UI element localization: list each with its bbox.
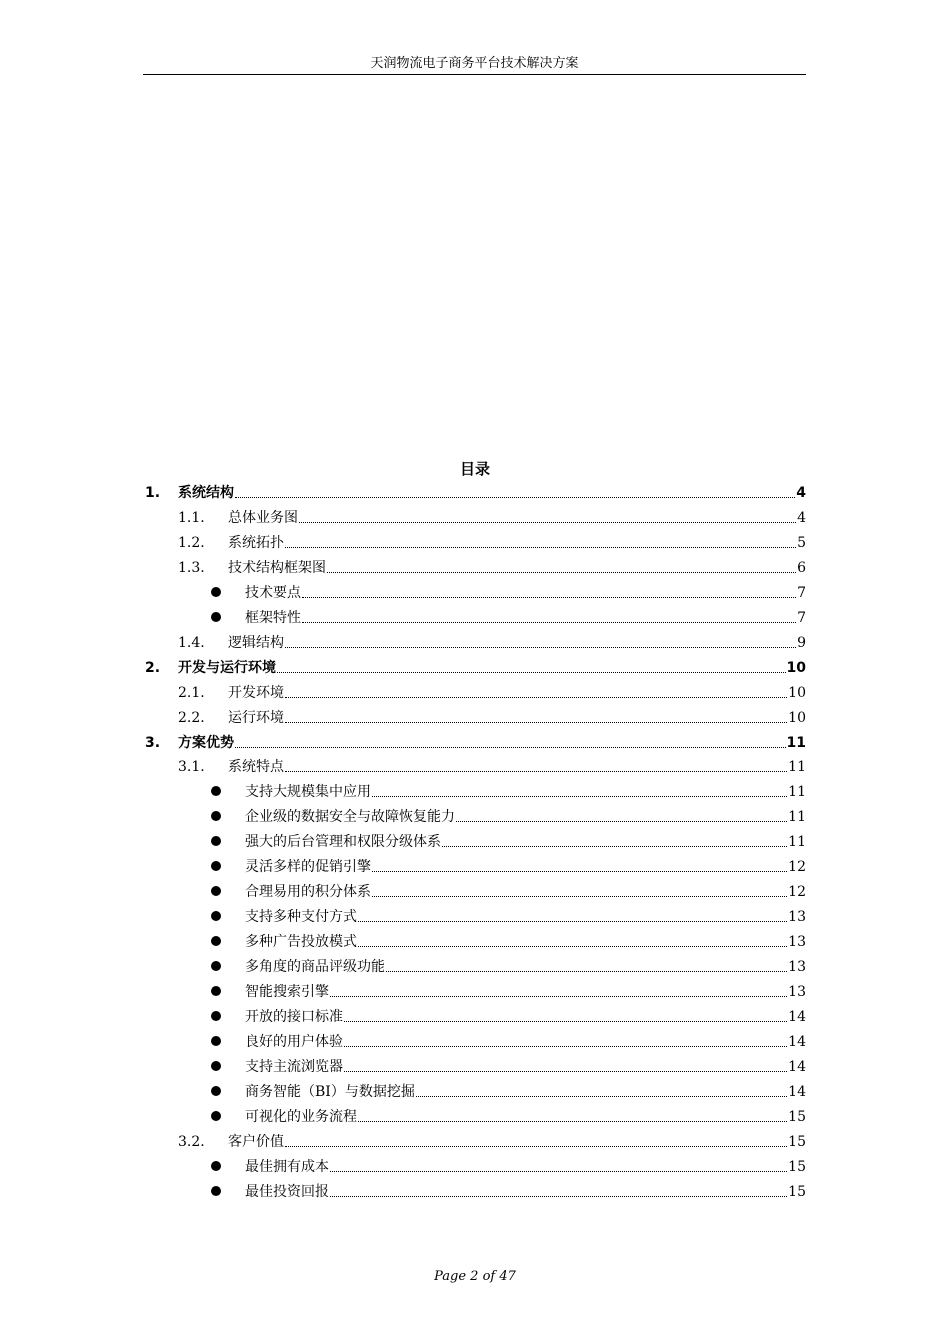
dot-leader bbox=[330, 996, 787, 997]
dot-leader bbox=[372, 796, 787, 797]
toc-entry[interactable] bbox=[0, 554, 950, 578]
toc-entry-title: 智能搜索引擎 bbox=[245, 984, 329, 1000]
toc-entry-title: 企业级的数据安全与故障恢复能力 bbox=[245, 809, 455, 826]
toc-entry-page: 12 bbox=[788, 884, 806, 901]
toc-entry-number: 1.1. bbox=[178, 509, 205, 526]
toc-entry-page: 14 bbox=[788, 1033, 806, 1050]
toc-entry-page: 11 bbox=[788, 784, 806, 801]
toc-entry-title: 技术要点 bbox=[245, 584, 301, 601]
dot-leader bbox=[358, 1121, 787, 1122]
toc-entry-title: 系统特点 bbox=[228, 759, 284, 776]
dot-leader bbox=[235, 497, 795, 498]
toc-entry-page: 6 bbox=[797, 559, 806, 576]
dot-leader bbox=[344, 1046, 787, 1047]
toc-entry-title: 开放的接口标准 bbox=[245, 1008, 343, 1025]
toc-entry-title: 方案优势 bbox=[178, 734, 234, 751]
toc-title: 目录 bbox=[459, 460, 490, 478]
bullet-icon bbox=[211, 587, 221, 597]
toc-entry-page: 14 bbox=[788, 1008, 806, 1025]
toc-entry-title: 最佳投资回报 bbox=[245, 1183, 329, 1200]
bullet-icon bbox=[211, 811, 221, 821]
toc-entry-number: 1. bbox=[145, 485, 161, 501]
bullet-icon bbox=[211, 1061, 221, 1071]
bullet-icon bbox=[211, 836, 221, 846]
toc-entry-page: 11 bbox=[786, 734, 806, 751]
dot-leader bbox=[285, 647, 796, 648]
toc-entry-page: 13 bbox=[788, 934, 806, 951]
toc-entry[interactable] bbox=[0, 704, 950, 728]
page-footer: Page 2 of 47 bbox=[434, 1269, 516, 1284]
bullet-icon bbox=[211, 1161, 221, 1171]
toc-entry-title: 开发环境 bbox=[228, 684, 284, 701]
bullet-icon bbox=[211, 786, 221, 796]
bullet-icon bbox=[211, 961, 221, 971]
toc-entry[interactable] bbox=[0, 1003, 950, 1027]
toc-entry[interactable] bbox=[0, 629, 950, 653]
toc-entry[interactable] bbox=[0, 1103, 950, 1127]
toc-entry-number: 1.4. bbox=[178, 634, 205, 651]
toc-entry-title: 可视化的业务流程 bbox=[245, 1108, 357, 1125]
bullet-icon bbox=[211, 886, 221, 896]
dot-leader bbox=[285, 1146, 787, 1147]
dot-leader bbox=[456, 821, 787, 822]
toc-entry-title: 良好的用户体验 bbox=[245, 1033, 343, 1050]
toc-entry-page: 7 bbox=[797, 609, 806, 626]
toc-entry-title: 逻辑结构 bbox=[228, 634, 284, 651]
toc-entry-title: 支持多种支付方式 bbox=[245, 909, 357, 926]
running-header: 天润物流电子商务平台技术解决方案 bbox=[143, 56, 806, 75]
toc-entry-title: 支持主流浏览器 bbox=[245, 1058, 343, 1075]
bullet-icon bbox=[211, 986, 221, 996]
toc-entry[interactable] bbox=[0, 778, 950, 802]
toc-entry-page: 13 bbox=[788, 984, 806, 1000]
dot-leader bbox=[285, 771, 787, 772]
dot-leader bbox=[235, 747, 786, 748]
toc-entry[interactable] bbox=[0, 1028, 950, 1052]
toc-entry[interactable] bbox=[0, 928, 950, 952]
toc-entry-title: 系统结构 bbox=[178, 485, 234, 501]
bullet-icon bbox=[211, 1111, 221, 1121]
toc-entry-number: 3. bbox=[145, 734, 161, 751]
toc-entry[interactable] bbox=[0, 1128, 950, 1152]
toc-entry-page: 7 bbox=[797, 584, 806, 601]
toc-entry[interactable] bbox=[0, 978, 950, 1002]
toc-entry-page: 14 bbox=[788, 1083, 806, 1100]
toc-entry[interactable] bbox=[0, 729, 950, 753]
dot-leader bbox=[285, 547, 796, 548]
toc-entry-page: 10 bbox=[788, 709, 806, 726]
toc-entry-number: 3.1. bbox=[178, 759, 205, 776]
toc-entry-page: 11 bbox=[788, 809, 806, 826]
toc-entry-page: 4 bbox=[796, 485, 806, 501]
toc-entry-title: 总体业务图 bbox=[228, 509, 298, 526]
dot-leader bbox=[302, 597, 796, 598]
toc-entry-title: 灵活多样的促销引擎 bbox=[245, 859, 371, 876]
toc-entry-title: 开发与运行环境 bbox=[178, 659, 276, 676]
toc-entry-page: 10 bbox=[786, 659, 806, 676]
toc-entry[interactable] bbox=[0, 529, 950, 553]
toc-entry-page: 5 bbox=[797, 534, 806, 551]
toc-entry[interactable] bbox=[0, 604, 950, 628]
toc-entry-page: 15 bbox=[788, 1108, 806, 1125]
toc-entry[interactable] bbox=[0, 828, 950, 852]
toc-entry[interactable] bbox=[0, 579, 950, 603]
bullet-icon bbox=[211, 1011, 221, 1021]
dot-leader bbox=[299, 522, 796, 523]
toc-entry-page: 13 bbox=[788, 909, 806, 926]
bullet-icon bbox=[211, 1086, 221, 1096]
dot-leader bbox=[302, 622, 796, 623]
dot-leader bbox=[344, 1071, 787, 1072]
toc-entry[interactable] bbox=[0, 853, 950, 877]
dot-leader bbox=[386, 971, 787, 972]
toc-entry[interactable] bbox=[0, 953, 950, 977]
toc-entry-number: 2. bbox=[145, 659, 161, 676]
toc-entry-page: 11 bbox=[788, 759, 806, 776]
toc-entry[interactable] bbox=[0, 753, 950, 777]
toc-entry[interactable] bbox=[0, 654, 950, 678]
toc-entry[interactable] bbox=[0, 679, 950, 703]
dot-leader bbox=[330, 1171, 787, 1172]
toc-entry-title: 多种广告投放模式 bbox=[245, 934, 357, 951]
dot-leader bbox=[344, 1021, 787, 1022]
toc-entry-page: 10 bbox=[788, 684, 806, 701]
bullet-icon bbox=[211, 1036, 221, 1046]
toc-entry-title: 系统拓扑 bbox=[228, 534, 284, 551]
toc-entry[interactable] bbox=[0, 1178, 950, 1202]
toc-entry-number: 1.2. bbox=[178, 534, 205, 551]
dot-leader bbox=[372, 896, 787, 897]
toc-entry[interactable] bbox=[0, 903, 950, 927]
toc-entry-title: 强大的后台管理和权限分级体系 bbox=[245, 834, 441, 851]
toc-entry-page: 13 bbox=[788, 959, 806, 976]
toc-entry-page: 9 bbox=[797, 634, 806, 651]
toc-entry[interactable] bbox=[0, 1078, 950, 1102]
bullet-icon bbox=[211, 612, 221, 622]
dot-leader bbox=[327, 572, 796, 573]
dot-leader bbox=[372, 871, 787, 872]
dot-leader bbox=[285, 697, 787, 698]
toc-entry-page: 15 bbox=[788, 1158, 806, 1175]
dot-leader bbox=[358, 946, 787, 947]
toc-entry-page: 15 bbox=[788, 1133, 806, 1150]
toc-entry-title: 最佳拥有成本 bbox=[245, 1158, 329, 1175]
toc-entry-number: 3.2. bbox=[178, 1133, 205, 1150]
toc-entry-page: 12 bbox=[788, 859, 806, 876]
bullet-icon bbox=[211, 1186, 221, 1196]
toc-entry-page: 14 bbox=[788, 1058, 806, 1075]
toc-entry[interactable] bbox=[0, 1153, 950, 1177]
toc-entry[interactable] bbox=[0, 878, 950, 902]
toc-entry-title: 合理易用的积分体系 bbox=[245, 884, 371, 901]
bullet-icon bbox=[211, 911, 221, 921]
bullet-icon bbox=[211, 861, 221, 871]
toc-entry-number: 2.2. bbox=[178, 709, 205, 726]
toc-entry-title: 框架特性 bbox=[245, 609, 301, 626]
toc-entry-title: 技术结构框架图 bbox=[228, 559, 326, 576]
toc-entry-title: 运行环境 bbox=[228, 709, 284, 726]
dot-leader bbox=[277, 672, 786, 673]
toc-entry-page: 15 bbox=[788, 1183, 806, 1200]
toc-entry-title: 商务智能（BI）与数据挖掘 bbox=[245, 1083, 415, 1100]
toc-entry[interactable] bbox=[0, 504, 950, 528]
toc-entry-number: 1.3. bbox=[178, 559, 205, 576]
dot-leader bbox=[416, 1096, 787, 1097]
toc-entry-page: 4 bbox=[797, 509, 806, 526]
toc-entry[interactable] bbox=[0, 1053, 950, 1077]
dot-leader bbox=[330, 1196, 787, 1197]
dot-leader bbox=[442, 846, 787, 847]
bullet-icon bbox=[211, 936, 221, 946]
toc-entry[interactable] bbox=[0, 479, 950, 503]
toc-entry-title: 多角度的商品评级功能 bbox=[245, 959, 385, 976]
toc-entry-page: 11 bbox=[788, 834, 806, 851]
toc-entry-title: 支持大规模集中应用 bbox=[245, 784, 371, 801]
dot-leader bbox=[285, 722, 787, 723]
dot-leader bbox=[358, 921, 787, 922]
toc-entry-number: 2.1. bbox=[178, 684, 205, 701]
toc-entry-title: 客户价值 bbox=[228, 1133, 284, 1150]
toc-entry[interactable] bbox=[0, 803, 950, 827]
